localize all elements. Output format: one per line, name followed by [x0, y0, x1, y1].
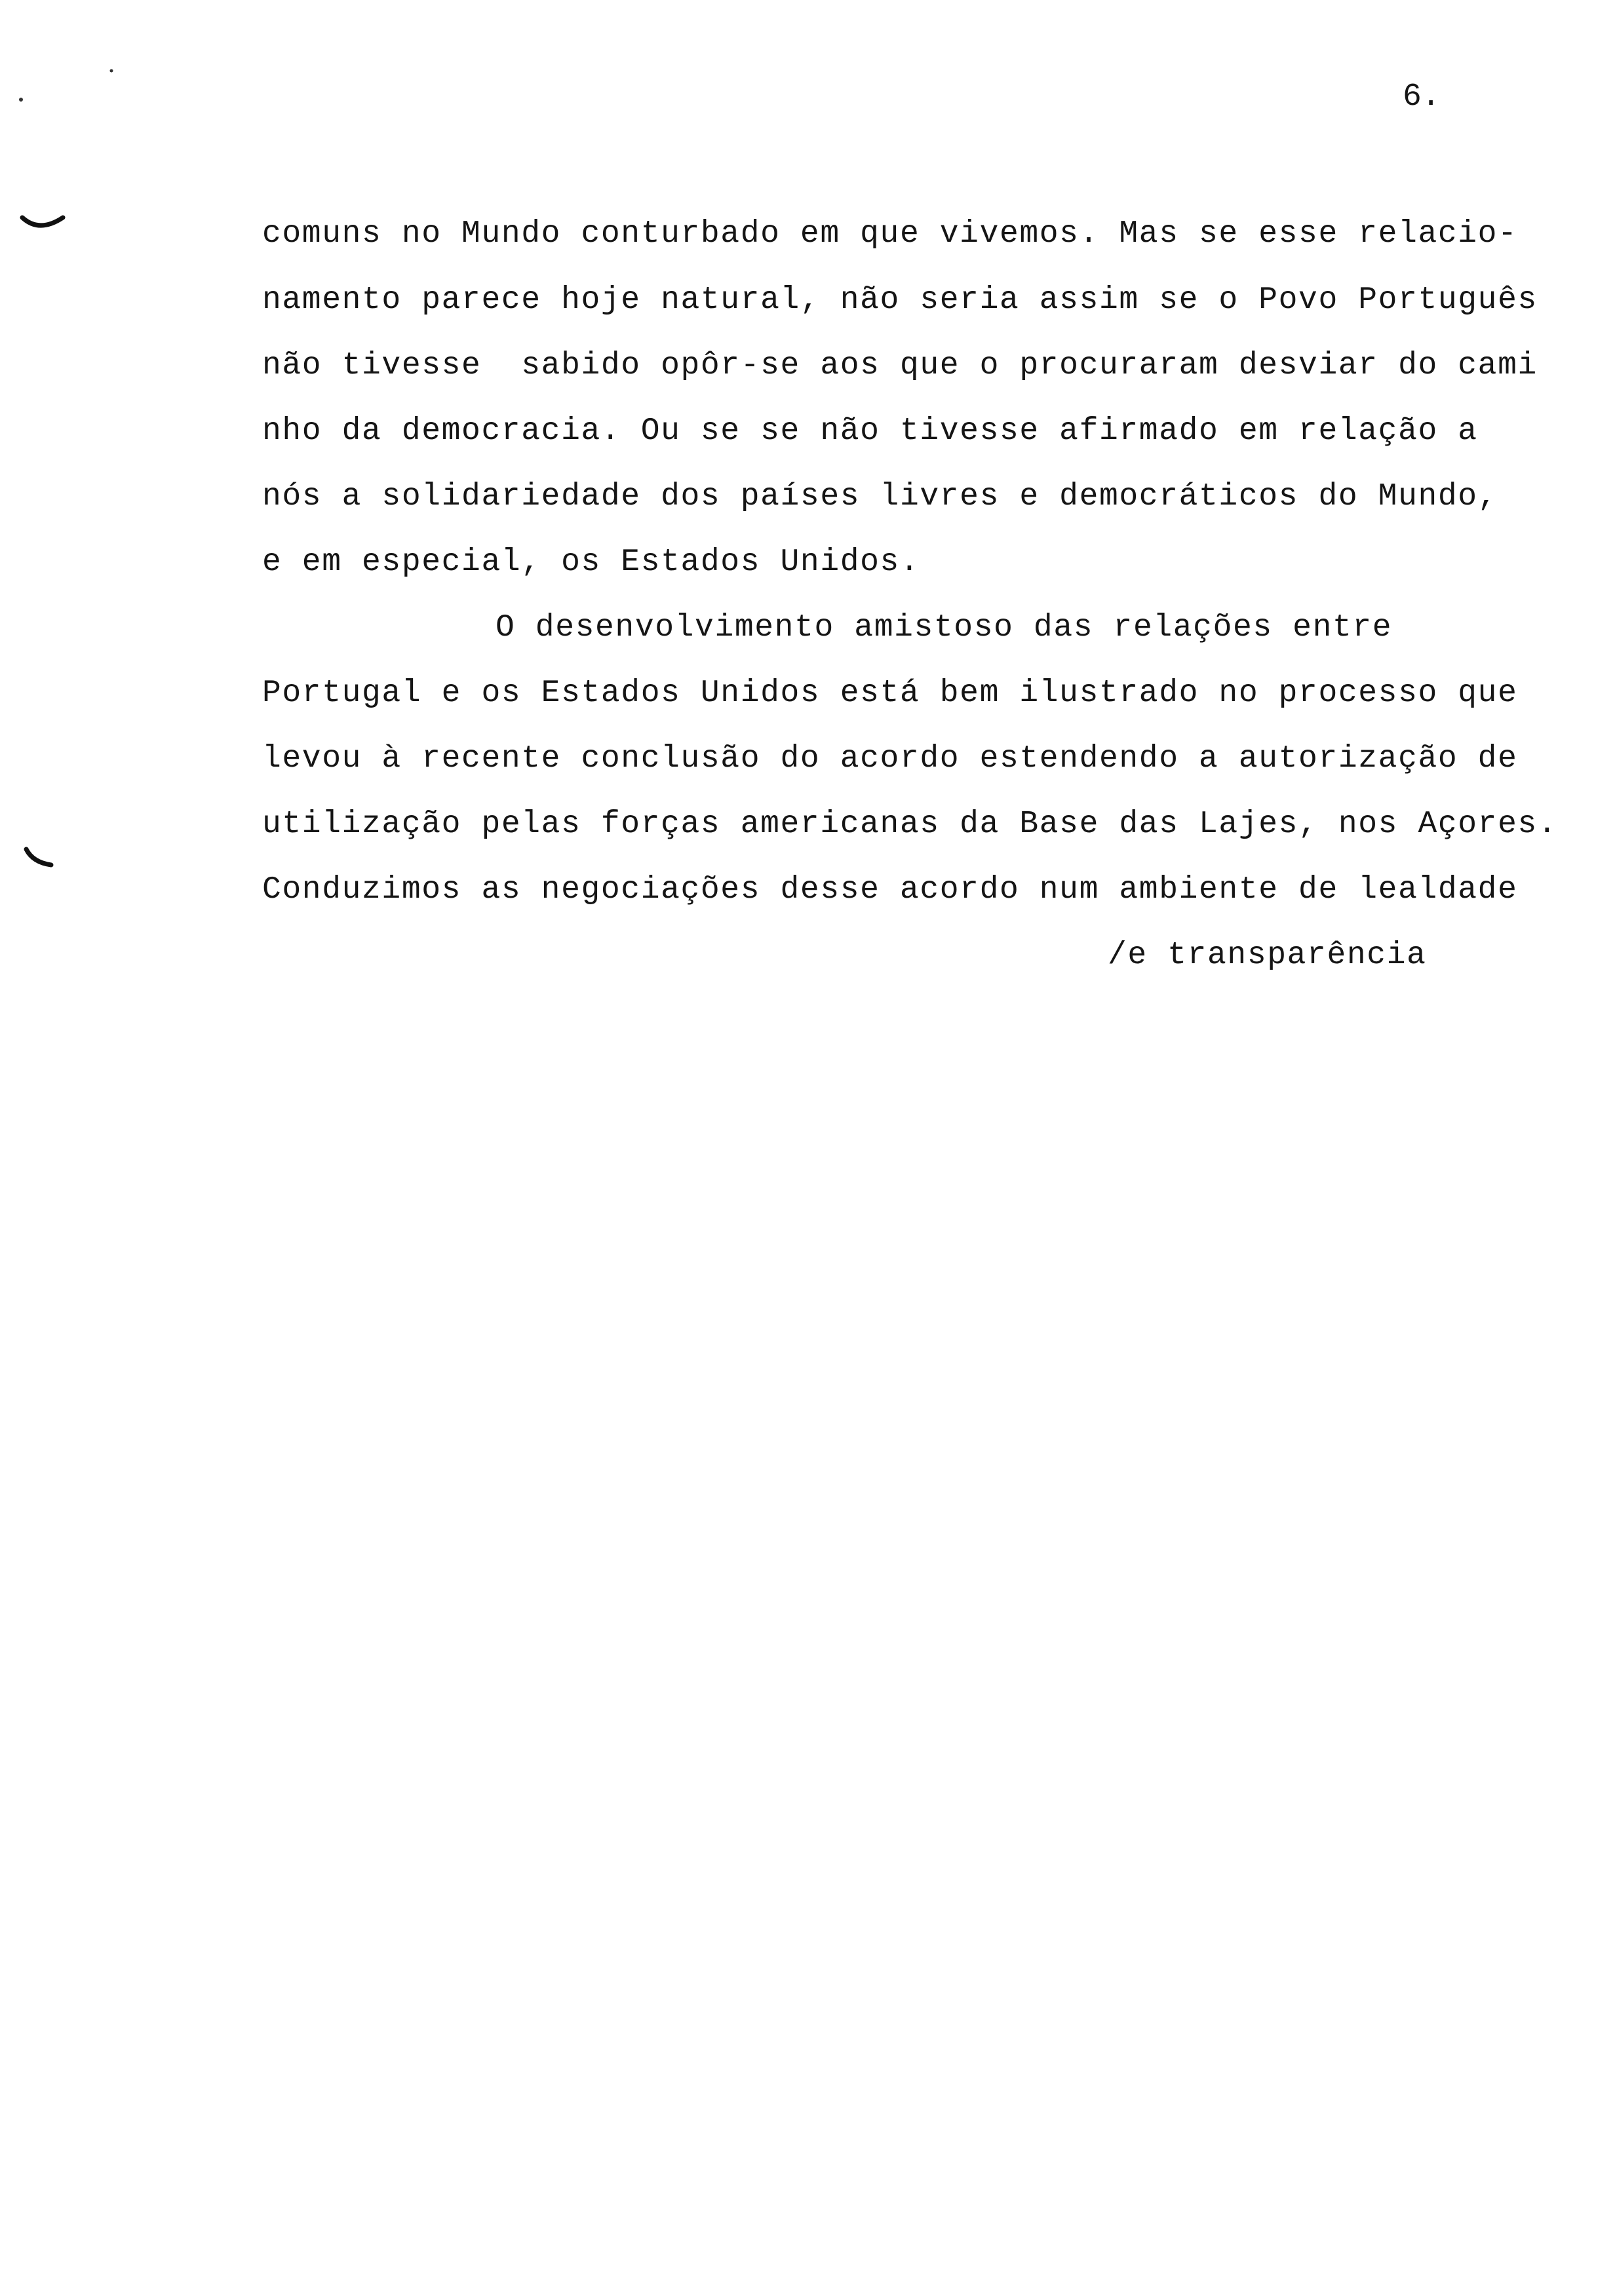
paragraph-first-line: O desenvolvimento amistoso das relações entre: [496, 610, 1393, 645]
text-line: Portugal e os Estados Unidos está bem ilustrado no processo que: [262, 676, 1518, 711]
text-line: Conduzimos as negociações desse acordo num ambiente de lealdade: [262, 872, 1518, 908]
scan-mark-upper: [20, 210, 66, 236]
text-line: e em especial, os Estados Unidos.: [262, 545, 920, 580]
text-line: não tivesse sabido opôr-se aos que o procuraram desviar do cami: [262, 348, 1538, 383]
text-line: comuns no Mundo conturbado em que vivemos. Mas se esse relacio-: [262, 216, 1518, 252]
text-line: utilização pelas forças americanas da Base das Lajes, nos Açores.: [262, 807, 1558, 842]
text-line: nho da democracia. Ou se se não tivesse afirmado em relação a: [262, 413, 1478, 449]
page-continuation-catchword: /e transparência: [1108, 938, 1427, 973]
text-line: nós a solidariedade dos países livres e democráticos do Mundo,: [262, 479, 1498, 514]
scan-mark-top-dots: [13, 59, 131, 111]
text-line: levou à recente conclusão do acordo estendendo a autorização de: [262, 741, 1518, 776]
text-line: namento parece hoje natural, não seria assim se o Povo Português: [262, 282, 1538, 318]
scan-mark-lower: [22, 845, 55, 871]
page-number: 6.: [1403, 79, 1441, 115]
